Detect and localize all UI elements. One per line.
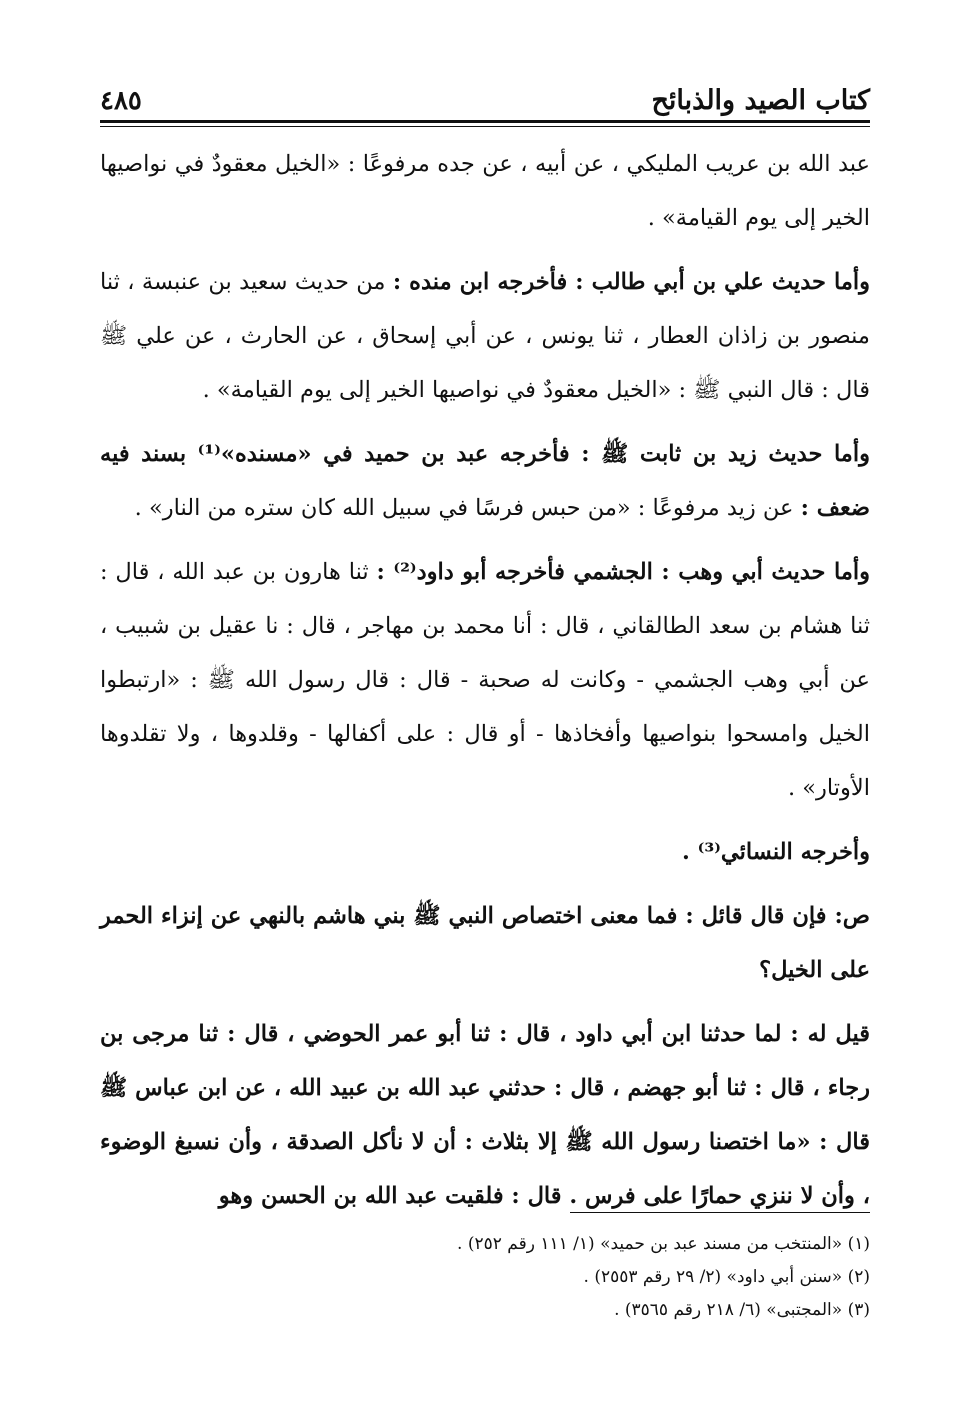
- footnote-2: (٢) «سنن أبي داود» (٢/ ٢٩ رقم ٢٥٥٣) .: [583, 1267, 870, 1287]
- paragraph-4: [100, 545, 870, 815]
- header-rule-thick: [100, 120, 870, 123]
- chapter-title: كتاب الصيد والذبائح: [651, 85, 870, 116]
- paragraph-5: وأخرجه النسائي⁽³⁾ .: [681, 839, 870, 865]
- paragraph-2-text: من حديث سعيد بن عنبسة ، ثنا منصور بن زاذان العطار ، ثنا يونس ، عن أبي إسحاق ، عن الحارث ، عن علي ﷺ قال : قال النبي ﷺ : «الخيل معقودٌ في نواصيها الخير إلى يوم القيامة» .: [100, 269, 870, 403]
- footnote-1: (١) «المنتخب من مسند عبد بن حميد» (١/ ١١١ رقم ٢٥٢) .: [457, 1234, 870, 1254]
- page-number: ٤٨٥: [100, 86, 142, 116]
- paragraph-3-text: عن زيد مرفوعًا : «من حبس فرسًا في سبيل الله كان ستره من النار» .: [134, 495, 801, 521]
- paragraph-2: [100, 255, 870, 417]
- footnotes: [110, 1228, 870, 1327]
- paragraph-4-text: ثنا هارون بن عبد الله ، قال : ثنا هشام بن سعد الطالقاني ، قال : أنا محمد بن مهاجر ، قال : نا عقيل بن شبيب ، عن أبي وهب الجشمي - وكانت له صحبة - قال : قال رسول الله ﷺ : «ارتبطوا الخيل وامسحوا بنواصيها وأفخاذها - أو قال : على أكفالها - وقلدوها ، ولا تقلدوها الأوتار» .: [100, 559, 870, 801]
- paragraph-6: ص: فإن قال قائل : فما معنى اختصاص النبي ﷺ بني هاشم بالنهي عن إنزاء الحمر على الخيل؟: [100, 903, 870, 983]
- page: [100, 70, 870, 1233]
- paragraph-1: عبد الله بن عريب المليكي ، عن أبيه ، عن جده مرفوعًا : «الخيل معقودٌ في نواصيها الخير إلى يوم القيامة» .: [100, 151, 870, 231]
- paragraph-4-heading: وأما حديث أبي وهب : الجشمي فأخرجه أبو داود⁽²⁾ :: [376, 559, 871, 585]
- main-text: [100, 137, 870, 1223]
- header-rule-thin: [100, 126, 870, 127]
- paragraph-3: [100, 427, 870, 535]
- footnote-separator: [570, 1212, 870, 1213]
- footnote-3: (٣) «المجتبى» (٦/ ٢١٨ رقم ٣٥٦٥) .: [614, 1300, 870, 1320]
- paragraph-3-heading: وأما حديث زيد بن ثابت ﷺ : فأخرجه عبد بن حميد في «مسنده»⁽¹⁾ بسند فيه ضعف :: [100, 441, 870, 521]
- paragraph-7: قيل له : لما حدثنا ابن أبي داود ، قال : ثنا أبو عمر الحوضي ، قال : ثنا مرجى بن رجاء ، قال : ثنا أبو جهضم ، قال : حدثني عبد الله بن عبيد الله ، عن ابن عباس ﷺ قال : «ما اختصنا رسول الله ﷺ إلا بثلاث : أن لا نأكل الصدقة ، وأن نسبغ الوضوء ، وأن لا ننزي حمارًا على فرس . قال : فلقيت عبد الله بن الحسن وهو: [100, 1021, 870, 1209]
- running-header: [100, 70, 870, 116]
- paragraph-2-heading: وأما حديث علي بن أبي طالب : فأخرجه ابن منده :: [392, 269, 870, 295]
